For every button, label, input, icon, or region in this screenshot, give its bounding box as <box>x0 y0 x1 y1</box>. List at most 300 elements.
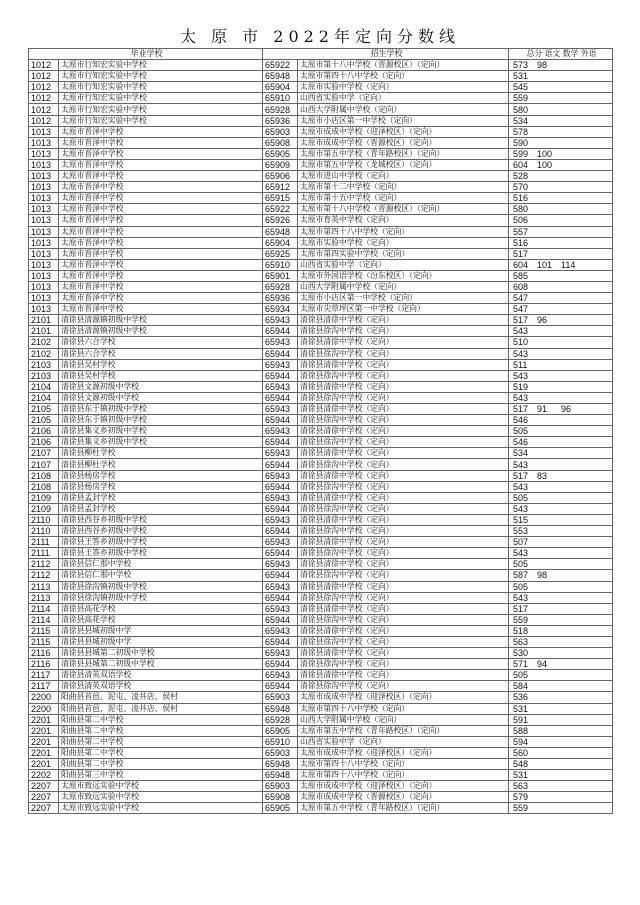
admit-code-cell: 65910 <box>263 259 298 270</box>
table-row <box>29 259 613 270</box>
total-score: 505 <box>513 426 529 437</box>
table-row <box>29 448 613 459</box>
graduate-code-cell: 2117 <box>29 670 59 681</box>
table-row <box>29 770 613 781</box>
scores-cell <box>509 648 613 659</box>
scores-cell <box>509 315 613 326</box>
admit-code-cell: 65944 <box>263 370 298 381</box>
total-score: 604 <box>513 159 529 170</box>
graduate-school-cell: 清徐县县城第二初级中学校 <box>59 648 263 659</box>
total-score: 517 <box>513 404 529 415</box>
graduate-school-cell: 太原市致远实验中学校 <box>59 781 263 792</box>
admit-code-cell: 65948 <box>263 226 298 237</box>
table-row <box>29 326 613 337</box>
scores-cell <box>509 692 613 703</box>
scores-cell <box>509 681 613 692</box>
graduate-school-cell: 清徐县柳杜学校 <box>59 459 263 470</box>
graduate-school-cell: 清徐县东于镇初级中学校 <box>59 404 263 415</box>
total-score: 546 <box>513 437 529 448</box>
admit-school-cell: 清徐县清徐中学校（定向） <box>298 581 509 592</box>
total-score: 604 <box>513 259 529 270</box>
table-row <box>29 71 613 82</box>
admit-school-cell: 太原市小店区第一中学校（定向） <box>298 293 509 304</box>
table-row <box>29 736 613 747</box>
scores-cell <box>509 570 613 581</box>
graduate-school-cell: 太原市晋泽中学校 <box>59 137 263 148</box>
scores-cell <box>509 426 613 437</box>
graduate-code-cell: 1013 <box>29 204 59 215</box>
admit-code-cell: 65944 <box>263 437 298 448</box>
table-row <box>29 159 613 170</box>
table-row <box>29 659 613 670</box>
graduate-school-cell: 太原市致远实验中学校 <box>59 792 263 803</box>
scores-cell <box>509 304 613 315</box>
admit-code-cell: 65943 <box>263 470 298 481</box>
table-row <box>29 592 613 603</box>
graduate-code-cell: 2111 <box>29 548 59 559</box>
admit-code-cell: 65943 <box>263 404 298 415</box>
admit-code-cell: 65943 <box>263 381 298 392</box>
total-score: 505 <box>513 492 529 503</box>
graduate-school-cell: 清徐县县城初级中学 <box>59 625 263 636</box>
graduate-code-cell: 1013 <box>29 281 59 292</box>
scores-cell <box>509 171 613 182</box>
admit-school-cell: 清徐县清徐中学校（定向） <box>298 448 509 459</box>
admit-code-cell: 65944 <box>263 503 298 514</box>
admit-code-cell: 65926 <box>263 215 298 226</box>
score-table <box>28 48 613 814</box>
admit-code-cell: 65944 <box>263 326 298 337</box>
admit-code-cell: 65943 <box>263 426 298 437</box>
total-score: 548 <box>513 759 529 770</box>
admit-code-cell: 65943 <box>263 648 298 659</box>
admit-code-cell: 65903 <box>263 781 298 792</box>
total-score: 516 <box>513 237 529 248</box>
total-score: 547 <box>513 293 529 304</box>
graduate-school-cell: 太原市晋泽中学校 <box>59 237 263 248</box>
table-row <box>29 514 613 525</box>
graduate-school-cell: 太原市晋泽中学校 <box>59 270 263 281</box>
scores-cell <box>509 137 613 148</box>
graduate-code-cell: 1013 <box>29 259 59 270</box>
total-score: 505 <box>513 670 529 681</box>
scores-cell <box>509 381 613 392</box>
total-score: 543 <box>513 348 529 359</box>
scores-cell <box>509 215 613 226</box>
admit-code-cell: 65943 <box>263 448 298 459</box>
total-score: 517 <box>513 470 529 481</box>
admit-school-cell: 山西大学附属中学校（定向） <box>298 104 509 115</box>
graduate-code-cell: 2101 <box>29 326 59 337</box>
scores-cell <box>509 126 613 137</box>
graduate-school-cell: 太原市晋泽中学校 <box>59 248 263 259</box>
graduate-code-cell: 2116 <box>29 648 59 659</box>
admit-school-cell: 清徐县清徐中学校（定向） <box>298 470 509 481</box>
admit-school-cell: 太原市进山中学校（定向） <box>298 171 509 182</box>
scores-cell <box>509 104 613 115</box>
admit-school-cell: 清徐县徐沟中学校（定向） <box>298 437 509 448</box>
admit-code-cell: 65903 <box>263 692 298 703</box>
graduate-code-cell: 2104 <box>29 392 59 403</box>
table-row <box>29 603 613 614</box>
table-row <box>29 625 613 636</box>
total-score: 594 <box>513 736 529 747</box>
scores-cell <box>509 159 613 170</box>
scores-cell <box>509 792 613 803</box>
scores-cell <box>509 481 613 492</box>
graduate-school-cell: 清徐县徐沟镇初级中学校 <box>59 581 263 592</box>
admit-school-cell: 太原市育英中学校（定向） <box>298 215 509 226</box>
scores-cell <box>509 714 613 725</box>
scores-cell <box>509 60 613 71</box>
graduate-school-cell: 清徐县杨房学校 <box>59 470 263 481</box>
table-row <box>29 759 613 770</box>
graduate-school-cell: 清徐县清源镇初级中学校 <box>59 326 263 337</box>
total-score: 580 <box>513 104 529 115</box>
total-score: 545 <box>513 82 529 93</box>
admit-school-cell: 清徐县徐沟中学校（定向） <box>298 348 509 359</box>
graduate-school-cell: 清徐县孟封学校 <box>59 492 263 503</box>
table-row <box>29 792 613 803</box>
total-score: 571 <box>513 659 529 670</box>
graduate-code-cell: 1013 <box>29 226 59 237</box>
table-row <box>29 714 613 725</box>
graduate-school-cell: 太原市晋泽中学校 <box>59 204 263 215</box>
graduate-code-cell: 1012 <box>29 115 59 126</box>
admit-code-cell: 65934 <box>263 304 298 315</box>
scores-cell <box>509 470 613 481</box>
graduate-school-cell: 阳曲县首邑、泥屯、凌井店、侯村 <box>59 692 263 703</box>
scores-cell <box>509 736 613 747</box>
table-row <box>29 104 613 115</box>
graduate-school-cell: 清徐县孟封学校 <box>59 503 263 514</box>
admit-code-cell: 65944 <box>263 570 298 581</box>
graduate-code-cell: 1013 <box>29 248 59 259</box>
total-score: 517 <box>513 603 529 614</box>
scores-cell <box>509 415 613 426</box>
total-score: 543 <box>513 592 529 603</box>
graduate-code-cell: 2207 <box>29 803 59 814</box>
admit-code-cell: 65943 <box>263 537 298 548</box>
admit-code-cell: 65904 <box>263 237 298 248</box>
admit-school-cell: 清徐县清徐中学校（定向） <box>298 603 509 614</box>
admit-school-cell: 清徐县清徐中学校（定向） <box>298 625 509 636</box>
graduate-code-cell: 2108 <box>29 481 59 492</box>
admit-school-cell: 太原市第四十八中学校（定向） <box>298 71 509 82</box>
admit-code-cell: 65948 <box>263 703 298 714</box>
admit-school-cell: 清徐县清徐中学校（定向） <box>298 514 509 525</box>
graduate-code-cell: 2113 <box>29 581 59 592</box>
table-row <box>29 370 613 381</box>
admit-code-cell: 65901 <box>263 270 298 281</box>
table-row <box>29 137 613 148</box>
table-row <box>29 115 613 126</box>
scores-cell <box>509 670 613 681</box>
graduate-code-cell: 2105 <box>29 404 59 415</box>
scores-cell <box>509 448 613 459</box>
graduate-code-cell: 2103 <box>29 359 59 370</box>
graduate-code-cell: 1013 <box>29 193 59 204</box>
admit-school-cell: 太原市成成中学校（晋源校区）（定向） <box>298 792 509 803</box>
graduate-school-cell: 清徐县清英双语学校 <box>59 670 263 681</box>
scores-cell <box>509 659 613 670</box>
graduate-school-cell: 清徐县西谷乡初级中学校 <box>59 526 263 537</box>
scores-cell <box>509 781 613 792</box>
admit-school-cell: 太原市第四十八中学校（定向） <box>298 226 509 237</box>
admit-school-cell: 太原市成成中学校（迎泽校区）（定向） <box>298 781 509 792</box>
scores-cell <box>509 337 613 348</box>
graduate-code-cell: 2116 <box>29 659 59 670</box>
scores-cell <box>509 492 613 503</box>
admit-school-cell: 清徐县徐沟中学校（定向） <box>298 548 509 559</box>
graduate-school-cell: 清徐县清英双语学校 <box>59 681 263 692</box>
total-score: 511 <box>513 359 528 370</box>
total-score: 608 <box>513 282 529 293</box>
admit-code-cell: 65943 <box>263 492 298 503</box>
graduate-school-cell: 清徐县清源镇初级中学校 <box>59 315 263 326</box>
admit-school-cell: 太原市第五中学校（青年路校区）（定向） <box>298 803 509 814</box>
scores-cell <box>509 803 613 814</box>
admit-school-cell: 清徐县清徐中学校（定向） <box>298 359 509 370</box>
admit-school-cell: 山西省实验中学（定向） <box>298 259 509 270</box>
graduate-school-cell: 阳曲县第二中学校 <box>59 725 263 736</box>
graduate-code-cell: 2201 <box>29 759 59 770</box>
graduate-school-cell: 清徐县六合学校 <box>59 348 263 359</box>
graduate-school-cell: 太原市行知宏实验中学校 <box>59 71 263 82</box>
admit-school-cell: 清徐县徐沟中学校（定向） <box>298 370 509 381</box>
table-row <box>29 182 613 193</box>
header-graduate-school: 毕业学校 <box>29 49 263 60</box>
math-score: 114 <box>561 259 576 270</box>
total-score: 570 <box>513 182 529 193</box>
graduate-school-cell: 太原市晋泽中学校 <box>59 193 263 204</box>
scores-cell <box>509 725 613 736</box>
admit-school-cell: 清徐县徐沟中学校（定向） <box>298 481 509 492</box>
admit-code-cell: 65944 <box>263 659 298 670</box>
table-row <box>29 470 613 481</box>
graduate-school-cell: 太原市晋泽中学校 <box>59 148 263 159</box>
scores-cell <box>509 592 613 603</box>
table-row <box>29 215 613 226</box>
admit-school-cell: 太原市第四十八中学校（定向） <box>298 703 509 714</box>
graduate-code-cell: 2113 <box>29 592 59 603</box>
table-row <box>29 82 613 93</box>
graduate-school-cell: 太原市行知宏实验中学校 <box>59 82 263 93</box>
header-english: 外语 <box>580 49 597 59</box>
graduate-code-cell: 2200 <box>29 692 59 703</box>
table-row <box>29 237 613 248</box>
graduate-school-cell: 清徐县徐沟镇初级中学校 <box>59 592 263 603</box>
total-score: 580 <box>513 204 529 215</box>
table-header-row <box>29 49 613 60</box>
table-row <box>29 315 613 326</box>
total-score: 543 <box>513 481 529 492</box>
total-score: 543 <box>513 459 529 470</box>
admit-school-cell: 清徐县清徐中学校（定向） <box>298 492 509 503</box>
admit-school-cell: 清徐县清徐中学校（定向） <box>298 404 509 415</box>
scores-cell <box>509 392 613 403</box>
graduate-code-cell: 2110 <box>29 514 59 525</box>
graduate-code-cell: 2103 <box>29 370 59 381</box>
graduate-code-cell: 2207 <box>29 792 59 803</box>
admit-code-cell: 65944 <box>263 681 298 692</box>
admit-code-cell: 65928 <box>263 714 298 725</box>
graduate-code-cell: 2109 <box>29 503 59 514</box>
graduate-code-cell: 2104 <box>29 381 59 392</box>
table-row <box>29 204 613 215</box>
graduate-code-cell: 1013 <box>29 293 59 304</box>
total-score: 543 <box>513 548 529 559</box>
chinese-score: 98 <box>537 60 548 71</box>
graduate-school-cell: 太原市晋泽中学校 <box>59 126 263 137</box>
total-score: 516 <box>513 193 529 204</box>
admit-code-cell: 65943 <box>263 315 298 326</box>
scores-cell <box>509 259 613 270</box>
table-row <box>29 226 613 237</box>
graduate-code-cell: 2112 <box>29 559 59 570</box>
total-score: 587 <box>513 570 529 581</box>
admit-school-cell: 太原市第五中学校（青年路校区）（定向） <box>298 148 509 159</box>
scores-cell <box>509 503 613 514</box>
graduate-school-cell: 清徐县杨房学校 <box>59 481 263 492</box>
admit-school-cell: 清徐县清徐中学校（定向） <box>298 670 509 681</box>
admit-code-cell: 65944 <box>263 548 298 559</box>
total-score: 515 <box>513 514 529 525</box>
admit-school-cell: 太原市第十五中学校（定向） <box>298 193 509 204</box>
admit-school-cell: 山西大学附属中学校（定向） <box>298 281 509 292</box>
graduate-school-cell: 太原市行知宏实验中学校 <box>59 104 263 115</box>
admit-code-cell: 65944 <box>263 481 298 492</box>
admit-code-cell: 65944 <box>263 526 298 537</box>
table-row <box>29 703 613 714</box>
table-row <box>29 193 613 204</box>
admit-code-cell: 65905 <box>263 148 298 159</box>
admit-code-cell: 65943 <box>263 670 298 681</box>
graduate-school-cell: 太原市致远实验中学校 <box>59 803 263 814</box>
total-score: 578 <box>513 126 529 137</box>
graduate-school-cell: 清徐县文源初级中学校 <box>59 392 263 403</box>
table-row <box>29 404 613 415</box>
total-score: 505 <box>513 559 529 570</box>
graduate-school-cell: 太原市行知宏实验中学校 <box>59 93 263 104</box>
graduate-school-cell: 太原市晋泽中学校 <box>59 226 263 237</box>
graduate-code-cell: 2109 <box>29 492 59 503</box>
table-row <box>29 381 613 392</box>
graduate-code-cell: 2200 <box>29 703 59 714</box>
total-score: 543 <box>513 370 529 381</box>
table-row <box>29 281 613 292</box>
admit-code-cell: 65944 <box>263 614 298 625</box>
table-row <box>29 559 613 570</box>
total-score: 563 <box>513 637 529 648</box>
graduate-school-cell: 太原市晋泽中学校 <box>59 259 263 270</box>
admit-code-cell: 65943 <box>263 603 298 614</box>
graduate-school-cell: 太原市晋泽中学校 <box>59 215 263 226</box>
graduate-code-cell: 1013 <box>29 148 59 159</box>
total-score: 559 <box>513 93 529 104</box>
table-row <box>29 426 613 437</box>
total-score: 599 <box>513 148 529 159</box>
chinese-score: 101 <box>537 259 553 270</box>
table-row <box>29 359 613 370</box>
table-row <box>29 725 613 736</box>
graduate-school-cell: 清徐县信仁那中学校 <box>59 559 263 570</box>
scores-cell <box>509 514 613 525</box>
total-score: 534 <box>513 448 529 459</box>
admit-code-cell: 65922 <box>263 60 298 71</box>
graduate-code-cell: 2114 <box>29 614 59 625</box>
scores-cell <box>509 404 613 415</box>
graduate-code-cell: 2115 <box>29 636 59 647</box>
admit-school-cell: 太原市实验中学校（定向） <box>298 82 509 93</box>
chinese-score: 83 <box>537 470 548 481</box>
scores-cell <box>509 326 613 337</box>
admit-school-cell: 清徐县徐沟中学校（定向） <box>298 592 509 603</box>
admit-code-cell: 65943 <box>263 337 298 348</box>
graduate-code-cell: 2112 <box>29 570 59 581</box>
admit-code-cell: 65908 <box>263 792 298 803</box>
graduate-code-cell: 1013 <box>29 159 59 170</box>
graduate-school-cell: 清徐县王答乡初级中学校 <box>59 537 263 548</box>
graduate-code-cell: 2201 <box>29 714 59 725</box>
graduate-code-cell: 2110 <box>29 526 59 537</box>
admit-school-cell: 清徐县徐沟中学校（定向） <box>298 681 509 692</box>
total-score: 579 <box>513 792 529 803</box>
graduate-school-cell: 阳曲县首邑、泥屯、凌井店、侯村 <box>59 703 263 714</box>
chinese-score: 98 <box>537 570 548 581</box>
scores-cell <box>509 93 613 104</box>
graduate-school-cell: 清徐县县城第二初级中学校 <box>59 659 263 670</box>
table-row <box>29 803 613 814</box>
graduate-school-cell: 太原市晋泽中学校 <box>59 159 263 170</box>
graduate-code-cell: 2201 <box>29 747 59 758</box>
graduate-code-cell: 2117 <box>29 681 59 692</box>
scores-cell <box>509 636 613 647</box>
total-score: 505 <box>513 581 529 592</box>
graduate-code-cell: 2207 <box>29 781 59 792</box>
total-score: 557 <box>513 226 529 237</box>
total-score: 560 <box>513 747 529 758</box>
scores-cell <box>509 537 613 548</box>
admit-school-cell: 太原市成成中学校（迎泽校区）（定向） <box>298 126 509 137</box>
admit-code-cell: 65912 <box>263 182 298 193</box>
admit-school-cell: 太原市外国语学校（汾东校区）（定向） <box>298 270 509 281</box>
graduate-school-cell: 清徐县六合学校 <box>59 337 263 348</box>
admit-school-cell: 太原市成成中学校（晋源校区）（定向） <box>298 137 509 148</box>
admit-school-cell: 太原市第四实验中学校（定向） <box>298 248 509 259</box>
table-row <box>29 548 613 559</box>
admit-code-cell: 65944 <box>263 348 298 359</box>
graduate-code-cell: 2201 <box>29 725 59 736</box>
graduate-school-cell: 清徐县王答乡初级中学校 <box>59 548 263 559</box>
graduate-code-cell: 2101 <box>29 315 59 326</box>
total-score: 547 <box>513 304 529 315</box>
graduate-code-cell: 1013 <box>29 237 59 248</box>
graduate-school-cell: 太原市行知宏实验中学校 <box>59 60 263 71</box>
admit-school-cell: 清徐县徐沟中学校（定向） <box>298 392 509 403</box>
admit-school-cell: 太原市第十二中学校（定向） <box>298 182 509 193</box>
total-score: 530 <box>513 648 529 659</box>
total-score: 590 <box>513 137 529 148</box>
admit-code-cell: 65909 <box>263 159 298 170</box>
table-row <box>29 60 613 71</box>
graduate-code-cell: 1013 <box>29 215 59 226</box>
chinese-score: 100 <box>537 159 553 170</box>
admit-school-cell: 清徐县清徐中学校（定向） <box>298 381 509 392</box>
table-row <box>29 670 613 681</box>
graduate-school-cell: 太原市晋泽中学校 <box>59 182 263 193</box>
admit-code-cell: 65910 <box>263 93 298 104</box>
